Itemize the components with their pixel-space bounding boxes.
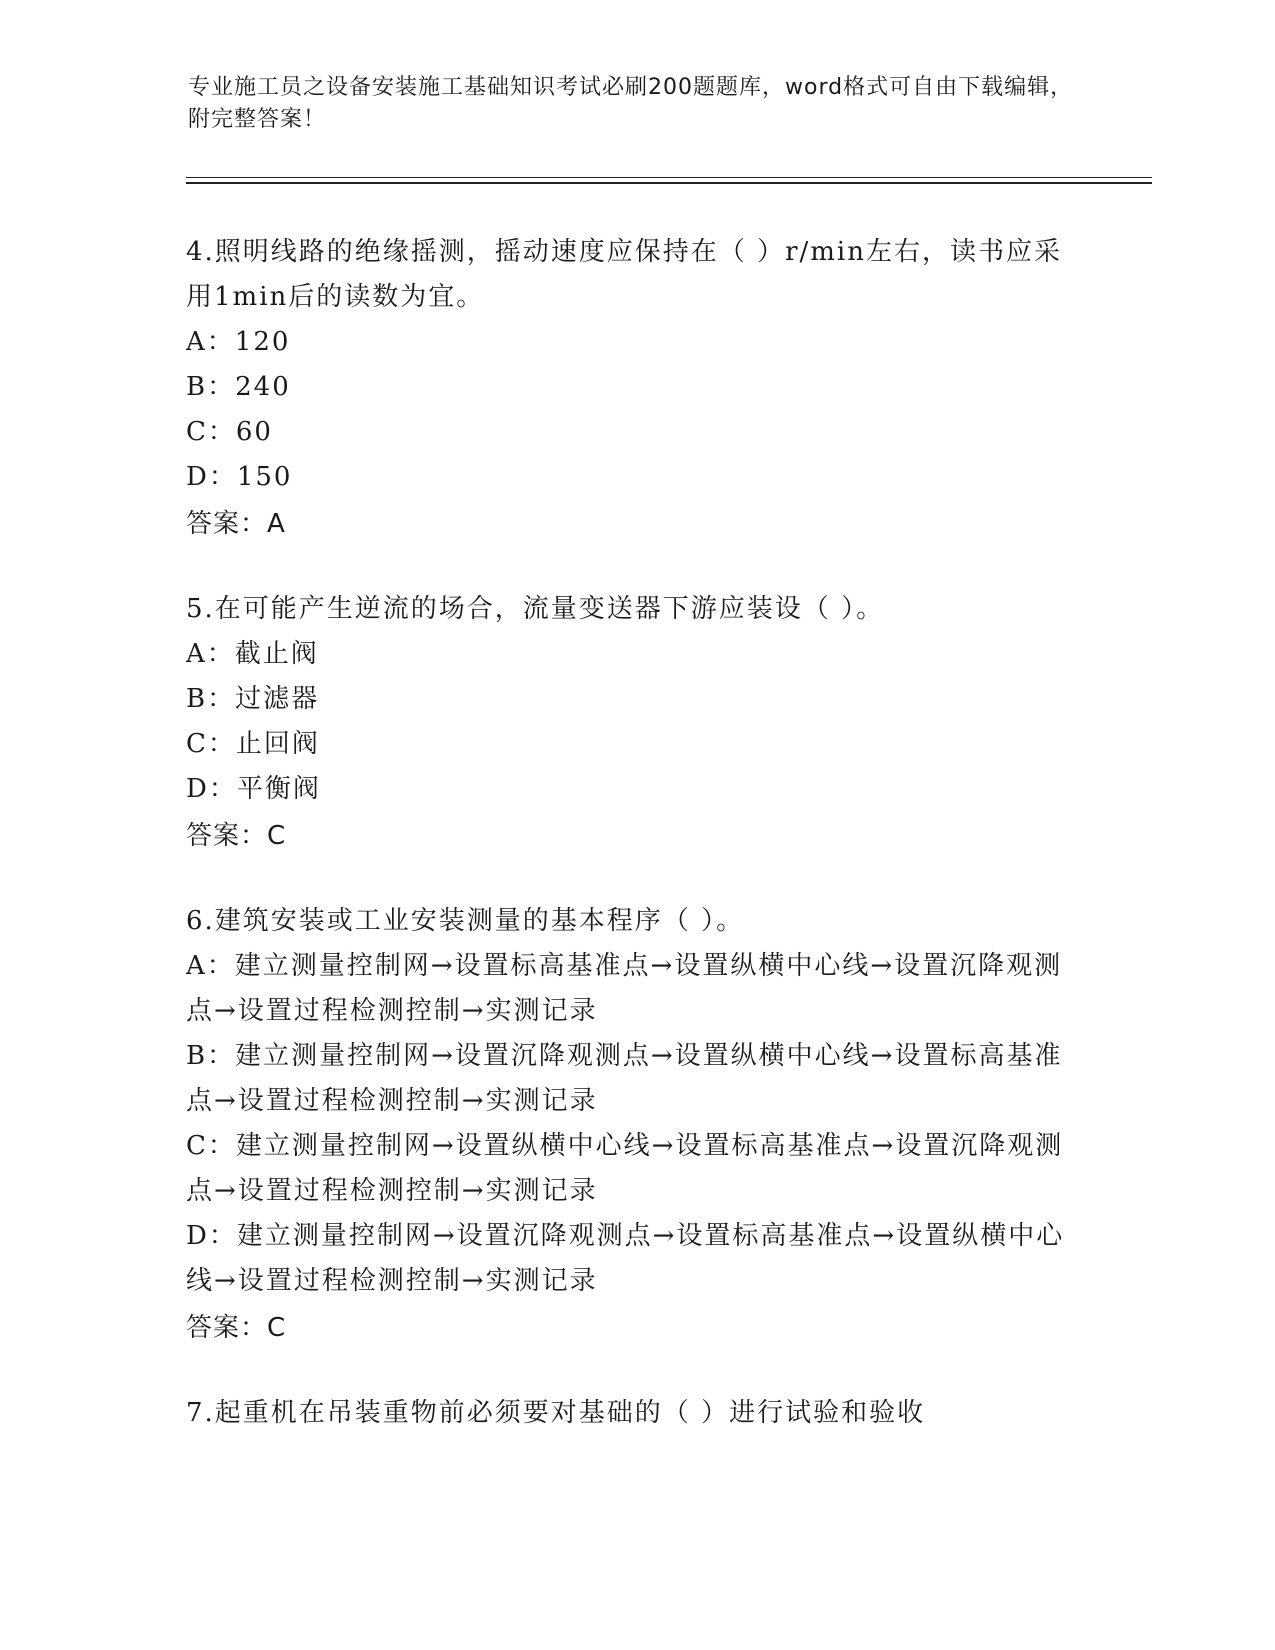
document-header: 专业施工员之设备安装施工基础知识考试必刷200题题库，word格式可自由下载编辑，附完整答案！ <box>188 75 1074 132</box>
option-c: C：止回阀 <box>186 729 320 759</box>
question-list <box>186 230 1086 1476</box>
option-d: D：建立测量控制网→设置沉降观测点→设置标高基准点→设置纵横中心线→设置过程检测控制→实测记录 <box>186 1221 1065 1296</box>
option-b: B：建立测量控制网→设置沉降观测点→设置纵横中心线→设置标高基准点→设置过程检测控制→实测记录 <box>186 1041 1063 1116</box>
header-divider-top <box>186 177 1152 178</box>
answer-line: 答案：C <box>186 821 287 851</box>
question-stem: 7.起重机在吊装重物前必须要对基础的（ ）进行试验和验收 <box>186 1398 926 1428</box>
option-a: A：120 <box>186 327 291 357</box>
question-4 <box>186 230 1086 547</box>
option-a: A：建立测量控制网→设置标高基准点→设置纵横中心线→设置沉降观测点→设置过程检测控制→实测记录 <box>186 951 1063 1026</box>
option-c: C：60 <box>186 417 273 447</box>
option-a: A：截止阀 <box>186 639 319 669</box>
question-stem: 5.在可能产生逆流的场合，流量变送器下游应装设（ ）。 <box>186 594 885 624</box>
question-7 <box>186 1391 1086 1436</box>
option-b: B：过滤器 <box>186 684 320 714</box>
header-divider-bottom <box>186 182 1152 184</box>
option-d: D：平衡阀 <box>186 774 321 804</box>
option-d: D：150 <box>186 462 293 492</box>
option-b: B：240 <box>186 372 291 402</box>
answer-line: 答案：A <box>186 509 286 539</box>
question-stem: 4.照明线路的绝缘摇测，摇动速度应保持在（ ）r/min左右，读书应采用1min后的读数为宜。 <box>186 237 1062 312</box>
answer-line: 答案：C <box>186 1313 287 1343</box>
question-6 <box>186 899 1086 1351</box>
question-stem: 6.建筑安装或工业安装测量的基本程序（ ）。 <box>186 906 745 936</box>
question-5 <box>186 587 1086 859</box>
option-c: C：建立测量控制网→设置纵横中心线→设置标高基准点→设置沉降观测点→设置过程检测控制→实测记录 <box>186 1131 1064 1206</box>
